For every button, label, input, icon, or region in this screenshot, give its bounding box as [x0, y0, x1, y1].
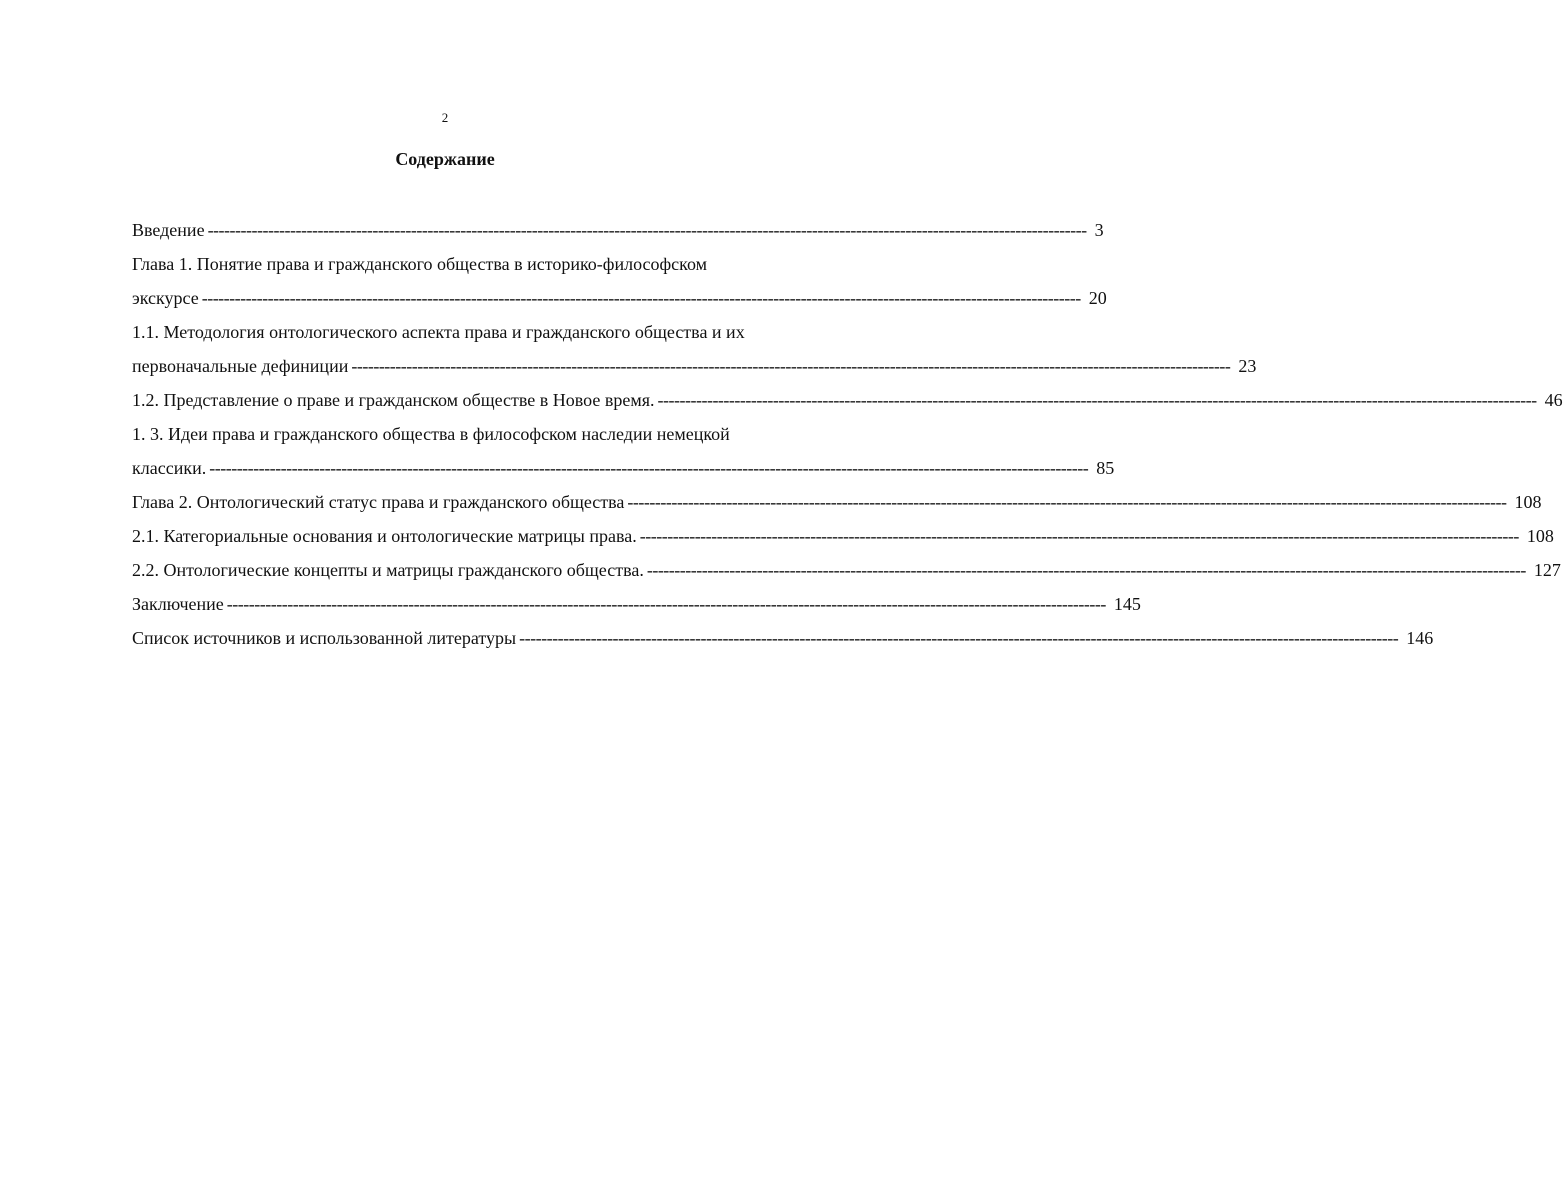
toc-entry-page: 127 — [1533, 560, 1561, 580]
toc-entry-text-line-1: Глава 1. Понятие права и гражданского общества в историко-философском — [132, 254, 708, 274]
dot-leader: ---------------------------------------------------------------------------------------------------------------------------------------------------------------- — [657, 390, 1537, 410]
dot-leader: ---------------------------------------------------------------------------------------------------------------------------------------------------------------- — [639, 526, 1519, 546]
toc-entry-text-line-1: 1. 3. Идеи права и гражданского общества в философском наследии немецкой — [132, 424, 730, 444]
toc-entry-chapter-1[interactable] — [132, 247, 1107, 315]
toc-entry-page: 20 — [1088, 288, 1107, 308]
toc-entry-page: 145 — [1113, 594, 1141, 614]
dot-leader: ---------------------------------------------------------------------------------------------------------------------------------------------------------------- — [627, 492, 1507, 512]
toc-entry-section-1-3[interactable] — [132, 417, 1115, 485]
page-number: 2 — [441, 110, 449, 125]
toc-entry-text: первоначальные дефиниции — [132, 356, 349, 376]
toc-entry-text: 2.1. Категориальные основания и онтологические матрицы права. — [132, 526, 637, 546]
toc-entry-page: 3 — [1094, 220, 1104, 240]
table-of-contents — [132, 213, 1563, 655]
dot-leader: ---------------------------------------------------------------------------------------------------------------------------------------------------------------- — [519, 628, 1399, 648]
toc-entry-page: 85 — [1096, 458, 1115, 478]
toc-entry-section-2-1[interactable] — [132, 519, 1554, 553]
toc-entry-text: экскурсе — [132, 288, 199, 308]
toc-entry-text: Список источников и использованной литературы — [132, 628, 517, 648]
toc-entry-page: 146 — [1406, 628, 1434, 648]
toc-entry-text: 2.2. Онтологические концепты и матрицы гражданского общества. — [132, 560, 644, 580]
toc-entry-text-line-1: 1.1. Методология онтологического аспекта права и гражданского общества и их — [132, 322, 745, 342]
dot-leader: ---------------------------------------------------------------------------------------------------------------------------------------------------------------- — [351, 356, 1231, 376]
dot-leader: ---------------------------------------------------------------------------------------------------------------------------------------------------------------- — [207, 220, 1087, 240]
toc-entry-page: 108 — [1514, 492, 1542, 512]
toc-entry-section-2-2[interactable] — [132, 553, 1561, 587]
toc-entry-text: Глава 2. Онтологический статус права и гражданского общества — [132, 492, 625, 512]
toc-entry-text: Введение — [132, 220, 205, 240]
toc-entry-page: 23 — [1238, 356, 1257, 376]
dot-leader: ---------------------------------------------------------------------------------------------------------------------------------------------------------------- — [201, 288, 1081, 308]
toc-entry-bibliography[interactable] — [132, 621, 1434, 655]
toc-entry-section-1-1[interactable] — [132, 315, 1257, 383]
toc-entry-text: Заключение — [132, 594, 224, 614]
page-title: Содержание — [395, 149, 495, 169]
dot-leader: ---------------------------------------------------------------------------------------------------------------------------------------------------------------- — [226, 594, 1106, 614]
toc-entry-text: 1.2. Представление о праве и гражданском обществе в Новое время. — [132, 390, 655, 410]
dot-leader: ---------------------------------------------------------------------------------------------------------------------------------------------------------------- — [209, 458, 1089, 478]
toc-entry-text: классики. — [132, 458, 207, 478]
toc-entry-introduction[interactable] — [132, 213, 1104, 247]
dot-leader: ---------------------------------------------------------------------------------------------------------------------------------------------------------------- — [646, 560, 1526, 580]
toc-entry-section-1-2[interactable] — [132, 383, 1563, 417]
toc-entry-page: 46 — [1544, 390, 1563, 410]
toc-entry-page: 108 — [1526, 526, 1554, 546]
toc-entry-conclusion[interactable] — [132, 587, 1141, 621]
toc-entry-chapter-2[interactable] — [132, 485, 1542, 519]
